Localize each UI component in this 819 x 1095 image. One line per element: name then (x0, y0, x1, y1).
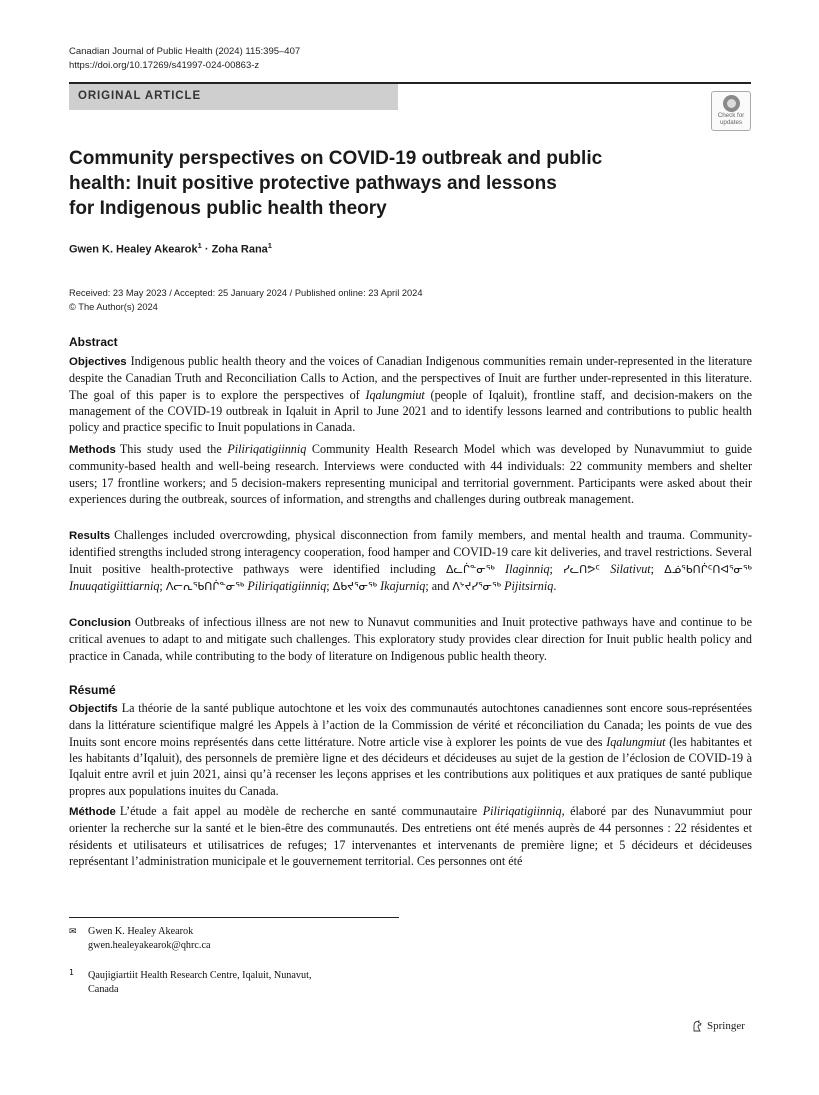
inuit-term: Piliriqatigiinniq (227, 442, 307, 456)
affiliation-marker: 1 (267, 241, 272, 250)
conclusion-label: Conclusion (69, 617, 132, 629)
syllabics-term: ᐃᑲᔪᕐᓂᖅ (332, 580, 378, 594)
syllabics-term: ᐱᔾᔪᓯᕐᓂᖅ (452, 580, 502, 594)
affiliation-number: 1 (69, 968, 75, 977)
abstract-methods: Methods This study used the Piliriqatigiinniq Community Health Research Model which was developed by Nunavummiut to guide community-based health and well-being research. Interviews were conducted with 44 individuals: 22 community members and shelter users; 17 frontline workers; and 5 decision-makers representing municipal and territorial government. Participants were asked about their experiences during the outbreak, sources of information, and strengths and challenges during outbreak management. (69, 442, 752, 507)
syllabics-term: ᐃᓅᖃᑎᒌᑦᑎᐊᕐᓂᖅ (664, 562, 752, 576)
inuit-term: Iqalungmiut (606, 734, 666, 749)
abstract-conclusion: Conclusion Outbreaks of infectious illness are not new to Nunavut communities and Inuit protective pathways have and continue to be critical avenues to adapt to and mitigate such challenges. This exploratory study provides clear direction for Inuit public health policy and practice in Canada, while contributing to the body of literature on Indigenous public health theory. (69, 615, 752, 663)
article-type-badge: ORIGINAL ARTICLE (69, 84, 398, 110)
title-line: Community perspectives on COVID-19 outbreak and public (69, 148, 603, 169)
syllabics-term: ᐃᓚᒌᓐᓂᖅ (445, 562, 495, 576)
copyright-line: © The Author(s) 2024 (69, 302, 158, 312)
envelope-icon: ✉ (69, 927, 77, 937)
abstract-objectives: Objectives Indigenous public health theory and the voices of Canadian Indigenous communities remain under-represented in the literature despite the Canadian Truth and Reconciliation Calls to Action, and the perspectives of Inuit are further under-represented in this literature. The goal of this paper is to explore the perspectives of Iqalungmiut (people of Iqaluit), frontline staff, and decision-makers on the management of the COVID-19 outbreak in Iqaluit in April to June 2021 and to identify lessons learned and contributions to public health policy and practice specific to Inuit populations in Canada. (69, 354, 752, 435)
check-for-updates-button[interactable] (711, 91, 751, 131)
corresponding-author: Gwen K. Healey Akearok (88, 926, 194, 937)
affiliation-text: Qaujigiartiit Health Research Centre, Iqaluit, Nunavut, (88, 970, 312, 981)
check-updates-icon (723, 95, 740, 112)
objectifs-label: Objectifs (69, 703, 118, 715)
abstract-heading: Abstract (69, 335, 118, 349)
title-line: health: Inuit positive protective pathways and lessons (69, 173, 557, 194)
methods-label: Methods (69, 444, 116, 456)
title-line: for Indigenous public health theory (69, 198, 387, 219)
resume-heading: Résumé (69, 683, 116, 697)
results-label: Results (69, 530, 111, 542)
syllabics-term: ᐱᓕᕆᖃᑎᒌᓐᓂᖅ (165, 580, 245, 594)
correspondence-note (69, 925, 211, 953)
publication-dates (69, 286, 423, 314)
author-separator: · (201, 243, 212, 256)
abstract-results: Results Challenges included overcrowding, physical disconnection from family members, and mental health and trauma. Community-identified strengths included strong interagency cooperation, food hamper and COVID-19 care kit deliveries, and travel restrictions. Several Inuit positive health-protective pathways were identified including ᐃᓚᒌᓐᓂᖅ Ilaginniq; ᓯᓚᑎᕗᑦ Silativut; ᐃᓅᖃᑎᒌᑦᑎᐊᕐᓂᖅ Inuuqatigiittiarniq; ᐱᓕᕆᖃᑎᒌᓐᓂᖅ Piliriqatigiinniq; ᐃᑲᔪᕐᓂᖅ Ikajurniq; and ᐱᔾᔪᓯᕐᓂᖅ Pijitsirniq. (69, 528, 752, 594)
author-email[interactable]: gwen.healeyakearok@qhrc.ca (88, 940, 211, 951)
footnote-rule (69, 917, 399, 918)
check-updates-label: Check for updates (717, 112, 745, 126)
affiliation-marker: 1 (197, 241, 202, 250)
article-title (69, 146, 669, 221)
objectives-label: Objectives (69, 356, 127, 368)
inuit-term: Iqalungmiut (365, 387, 425, 402)
resume-methode: Méthode L’étude a fait appel au modèle de recherche en santé communautaire Piliriqatigiinniq, élaboré par des Nunavummiut pour orienter la recherche sur la santé et le bien-être des communautés. Des entretiens ont été menés auprès de 44 personnes : 22 résidentes et résidents et utilisateurs et utilisatrices de refuges; 17 intervenantes et intervenants de première ligne; et 5 décideurs et décideuses représentant l’administration municipale et le gouvernement territorial. Ces personnes ont été (69, 804, 753, 869)
author-name[interactable]: Gwen K. Healey Akearok (69, 243, 198, 256)
doi-link[interactable]: https://doi.org/10.17269/s41997-024-00863-z (69, 60, 260, 71)
inuit-term: Piliriqatigiinniq (482, 804, 562, 818)
history-dates: Received: 23 May 2023 / Accepted: 25 January 2024 / Published online: 23 April 2024 (69, 288, 423, 298)
publisher-name: Springer (707, 1020, 745, 1032)
author-list (69, 241, 272, 256)
syllabics-term: ᓯᓚᑎᕗᑦ (563, 562, 600, 576)
affiliation-note (69, 966, 312, 997)
author-name[interactable]: Zoha Rana (211, 243, 268, 256)
affiliation-text-cont: Canada (88, 984, 119, 995)
publisher-logo (692, 1020, 745, 1032)
journal-header (69, 45, 300, 73)
journal-citation: Canadian Journal of Public Health (2024) 115:395–407 (69, 46, 301, 57)
resume-objectifs: Objectifs La théorie de la santé publique autochtone et les voix des communautés autochtones canadiennes sont encore sous-représentées dans la littérature scientifique malgré les Appels à l’action de la Commission de vérité et réconciliation du Canada; les points de vue des Inuits sont encore moins représentés dans cette littérature. Notre article vise à explorer les points de vue des Iqalungmiut (les habitantes et les habitants d’Iqaluit), des personnels de première ligne et des décideurs et décideuses au sujet de la gestion de l’éclosion de COVID-19 à Iqaluit entre avril et juin 2021, ainsi qu’à recenser les leçons apprises et les contributions aux politiques et aux pratiques de santé publique propres aux populations inuites du Canada. (69, 701, 752, 798)
methode-label: Méthode (69, 806, 116, 818)
springer-horse-icon (692, 1020, 703, 1032)
